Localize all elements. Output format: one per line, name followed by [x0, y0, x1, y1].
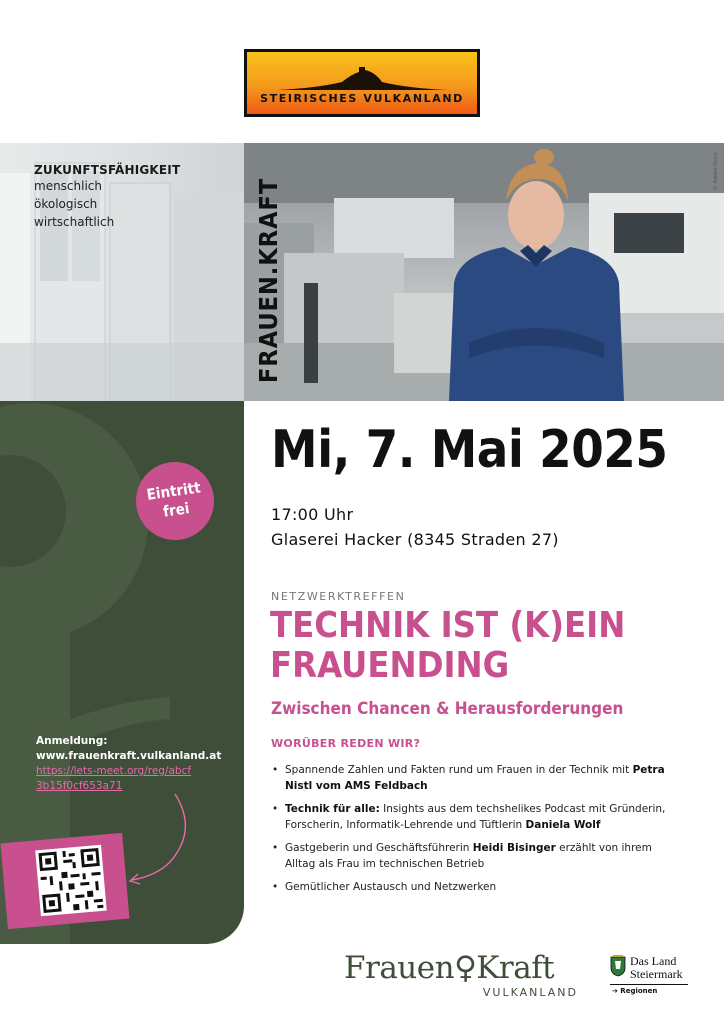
- steirisches-vulkanland-logo: [244, 49, 480, 117]
- zukunft-line: menschlich: [34, 179, 103, 193]
- qr-code-icon[interactable]: [35, 845, 107, 917]
- subheadline: Zwischen Chancen & Herausforderungen: [271, 699, 624, 719]
- registration-block: [36, 734, 221, 794]
- divider: [610, 984, 688, 985]
- event-place: Glaserei Hacker (8345 Straden 27): [271, 530, 559, 549]
- headline-line: TECHNIK IST (K)EIN: [270, 605, 626, 646]
- land-name: Das Land Steiermark: [630, 954, 683, 981]
- regionen-label: ➔ Regionen: [612, 987, 658, 995]
- registration-link-line[interactable]: https://lets-meet.org/reg/abcf: [36, 765, 192, 777]
- registration-label: Anmeldung:: [36, 735, 108, 747]
- zukunft-block: [34, 163, 180, 231]
- qr-card: [0, 833, 129, 929]
- list-item: • Gemütlicher Austausch und Netzwerken: [271, 879, 681, 895]
- arrow-to-qr-icon: [120, 790, 200, 890]
- registration-link-line[interactable]: 3b15f0cf653a71: [36, 780, 123, 792]
- frauenkraft-vertical-title: FRAUEN.KRAFT: [254, 177, 283, 383]
- list-item: • Spannende Zahlen und Fakten rund um Frauen in der Technik mit Petra Nistl vom AMS Feldbach: [271, 762, 681, 794]
- zukunft-title: ZUKUNFTSFÄHIGKEIT: [34, 163, 181, 177]
- badge-line: frei: [161, 499, 191, 521]
- hero-photo: [244, 143, 724, 401]
- kicker: NETZWERKTREFFEN: [271, 590, 406, 603]
- event-time: 17:00 Uhr: [271, 505, 354, 524]
- steiermark-shield-icon: [610, 955, 626, 977]
- frauenkraft-wordmark: Frauen♀Kraft: [344, 950, 555, 986]
- section-heading: WORÜBER REDEN WIR?: [271, 737, 421, 750]
- list-item: • Gastgeberin und Geschäftsführerin Heidi Bisinger erzählt von ihrem Alltag als Frau im technischen Betrieb: [271, 840, 681, 872]
- frauenkraft-sub: VULKANLAND: [482, 986, 578, 999]
- topics-list: [271, 762, 681, 902]
- list-item: • Technik für alle: Insights aus dem techshelikes Podcast mit Gründerin, Forscherin, Informatik-Lehrende und Tüftlerin Daniela Wolf: [271, 801, 681, 833]
- headline: [270, 606, 625, 686]
- zukunft-line: ökologisch: [34, 197, 98, 211]
- land-steiermark-logo: [610, 955, 690, 999]
- event-date: Mi, 7. Mai 2025: [271, 420, 668, 480]
- zukunft-line: wirtschaftlich: [34, 215, 115, 229]
- registration-website[interactable]: www.frauenkraft.vulkanland.at: [36, 750, 222, 762]
- logo-text: STEIRISCHES VULKANLAND: [260, 92, 464, 105]
- badge-line: Eintritt: [145, 478, 202, 504]
- photo-credit: © Adobe Stock: [713, 152, 719, 190]
- headline-line: FRAUENDING: [270, 645, 510, 686]
- frauenkraft-vulkanland-logo: [344, 950, 584, 1002]
